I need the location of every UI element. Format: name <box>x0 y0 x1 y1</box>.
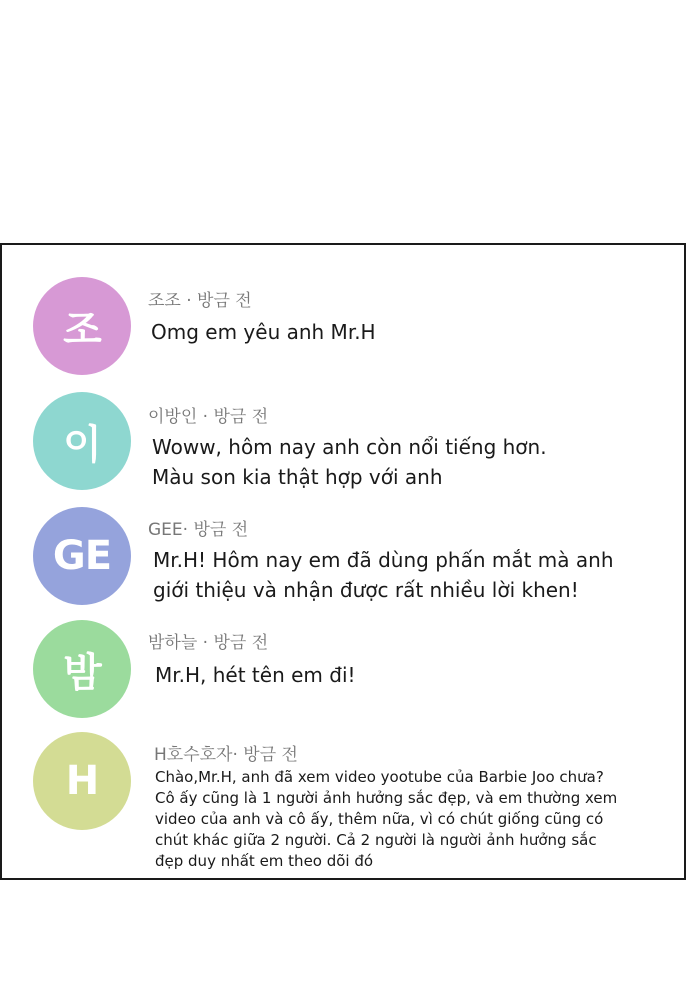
avatar[interactable]: 밤 <box>33 620 131 718</box>
comment-meta: 밤하늘 · 방금 전 <box>148 633 269 653</box>
comment-text: Omg em yêu anh Mr.H <box>151 320 376 344</box>
comment-meta: 조조 · 방금 전 <box>148 291 252 311</box>
comment-text: Mr.H! Hôm nay em đã dùng phấn mắt mà anh giới thiệu và nhận được rất nhiều lời khen! <box>153 548 614 602</box>
comment-meta: GEE· 방금 전 <box>148 520 249 540</box>
comment-meta: H호수호자· 방금 전 <box>154 745 298 765</box>
avatar[interactable]: H <box>33 732 131 830</box>
avatar[interactable]: 조 <box>33 277 131 375</box>
comment-meta: 이방인 · 방금 전 <box>148 407 269 427</box>
avatar[interactable]: 이 <box>33 392 131 490</box>
avatar[interactable]: GE <box>33 507 131 605</box>
comment-panel <box>0 243 686 880</box>
comment-text: Chào,Mr.H, anh đã xem video yootube của Barbie Joo chưa? Cô ấy cũng là 1 người ảnh hưởng sắc đẹp, và em thường xem video của anh và cô ấy, thêm nữa, vì có chút giống cũng có chút khác giữa 2 người. Cả 2 người là người ảnh hưởng sắc đẹp duy nhất em theo dõi đó <box>155 768 618 870</box>
comment-text: Woww, hôm nay anh còn nổi tiếng hơn. Màu son kia thật hợp với anh <box>152 435 547 489</box>
comment-text: Mr.H, hét tên em đi! <box>155 663 356 687</box>
